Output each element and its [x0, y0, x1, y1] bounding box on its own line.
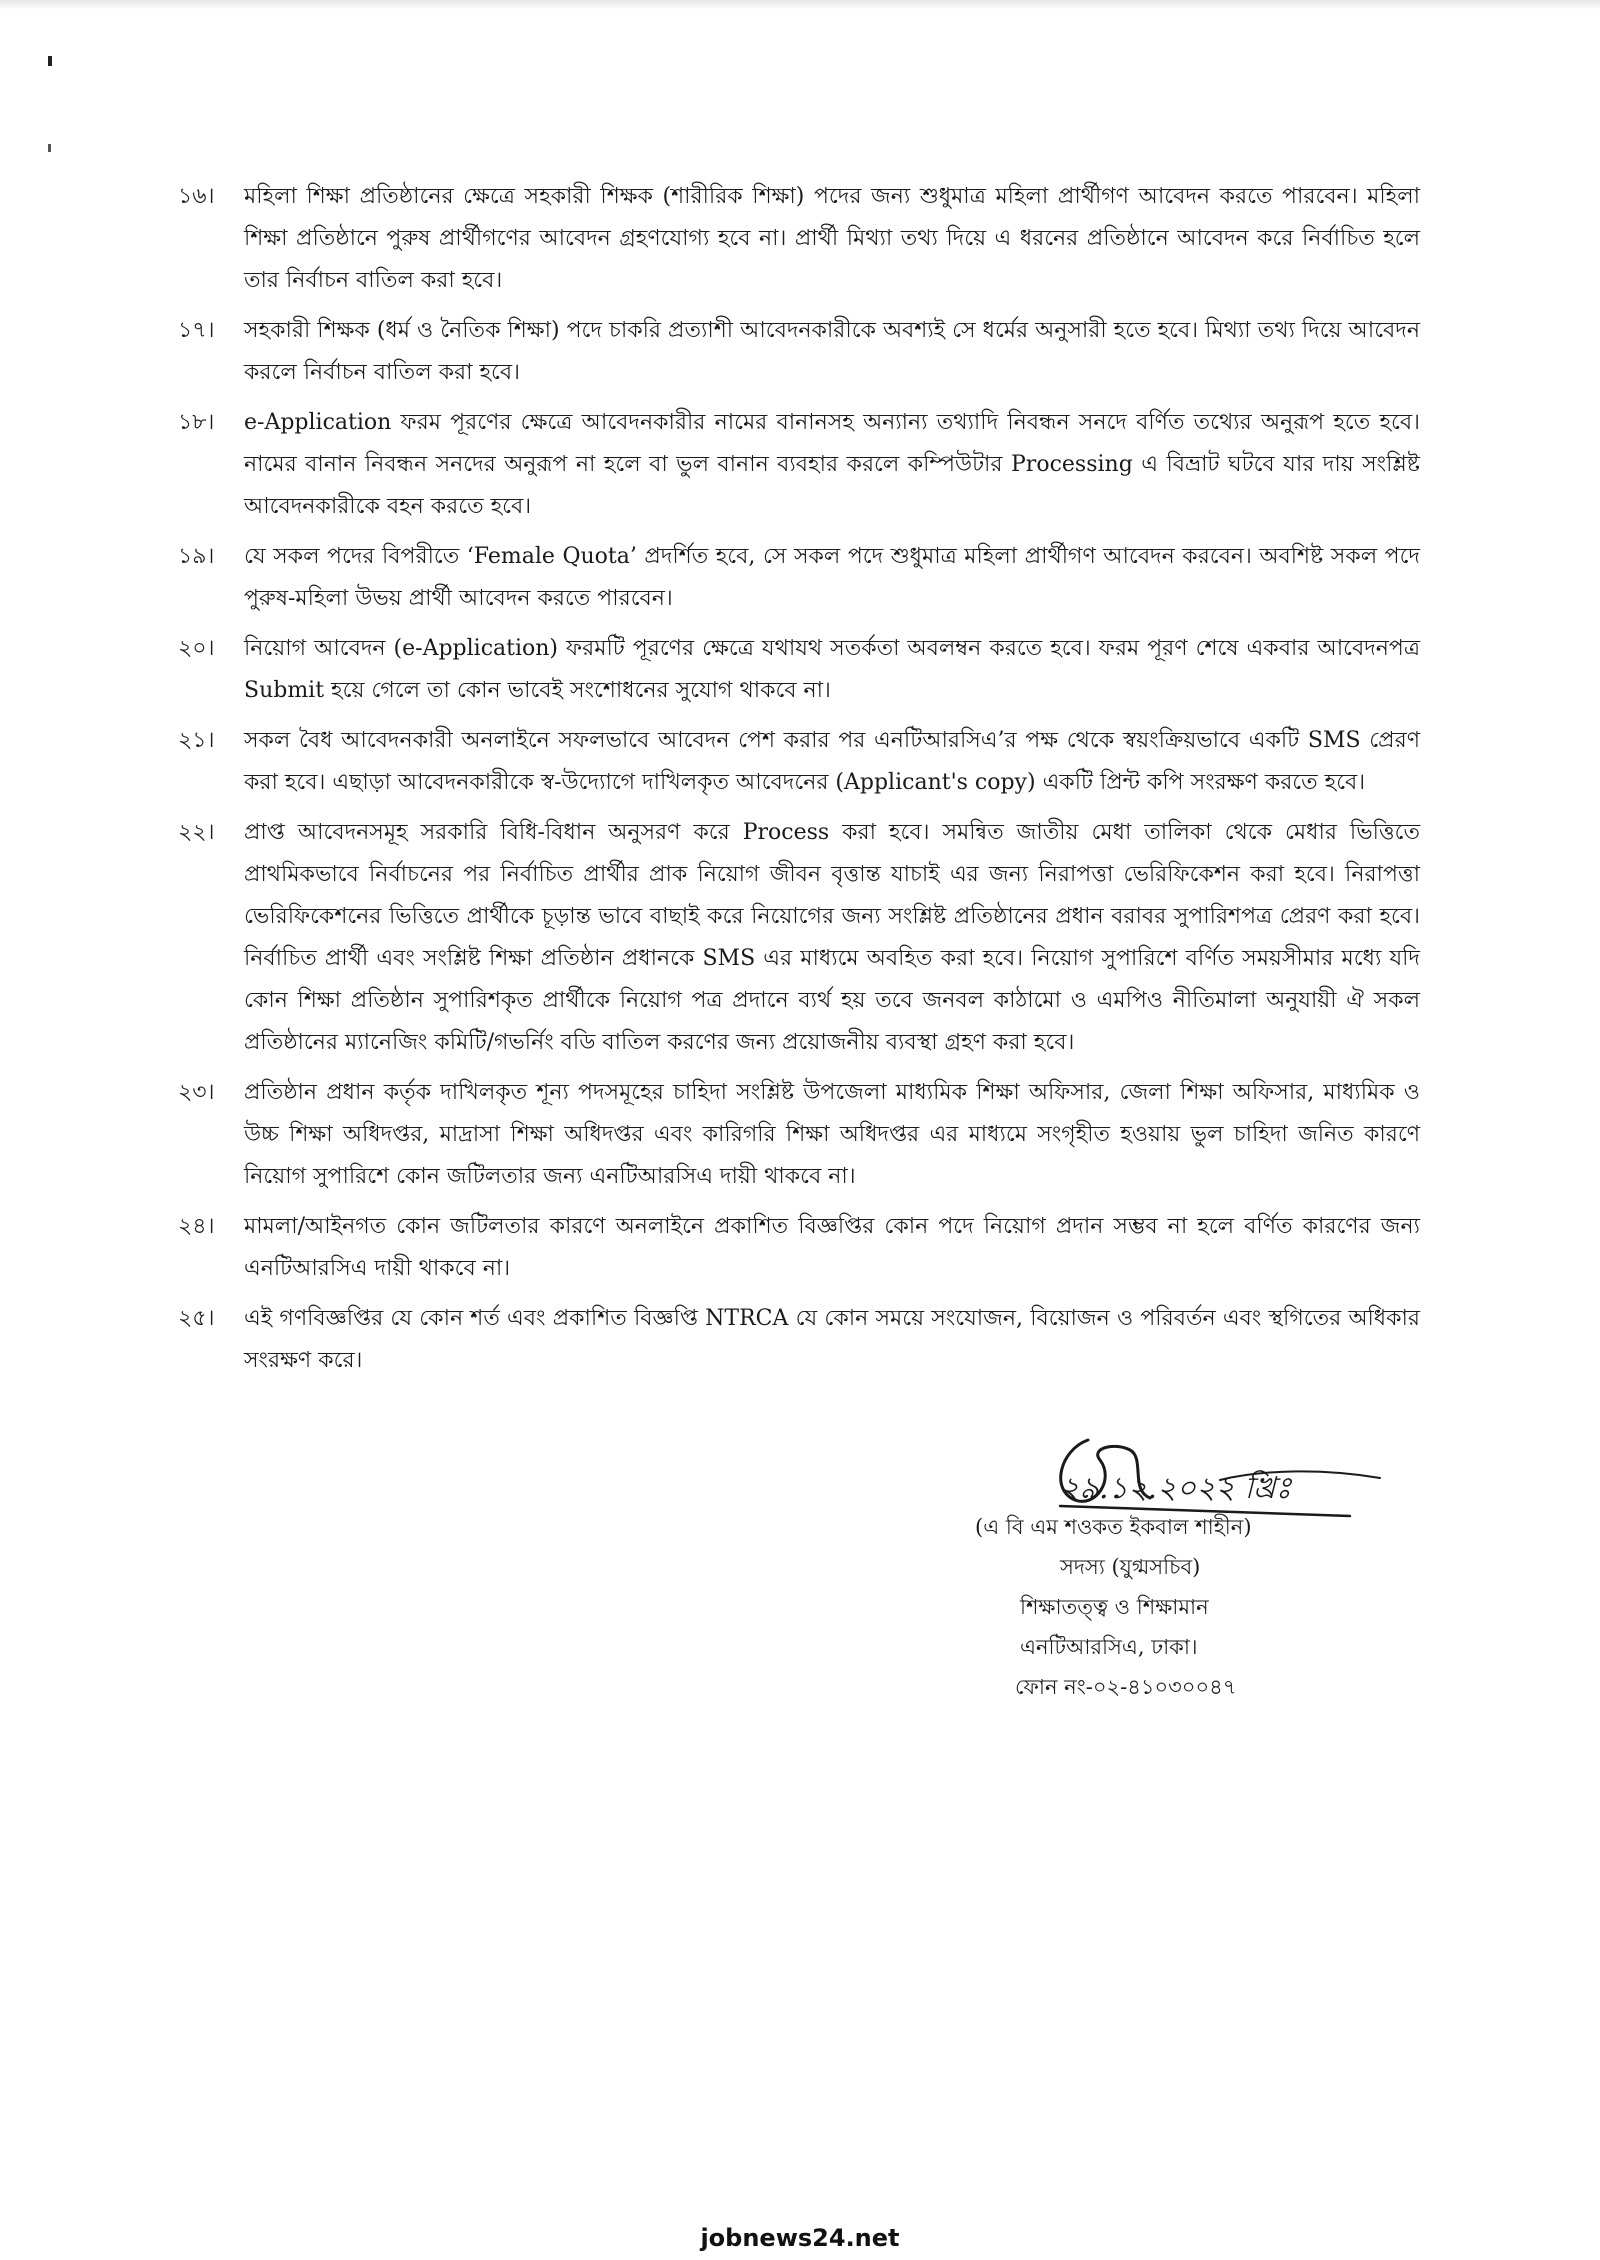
signature-block [960, 1420, 1420, 1820]
footer-website: jobnews24.net [700, 2224, 900, 2252]
item-text: সহকারী শিক্ষক (ধর্ম ও নৈতিক শিক্ষা) পদে চাকরি প্রত্যাশী আবেদনকারীকে অবশ্যই সে ধর্মের অনুসারী হতে হবে। মিথ্যা তথ্য দিয়ে আবেদন করলে নির্বাচন বাতিল করা হবে। [244, 318, 1420, 385]
item-number: ২৩। [178, 1080, 215, 1105]
item-text: মহিলা শিক্ষা প্রতিষ্ঠানের ক্ষেত্রে সহকারী শিক্ষক (শারীরিক শিক্ষা) পদের জন্য শুধুমাত্র মহিলা প্রার্থীগণ আবেদন করতে পারবেন। মহিলা শিক্ষা প্রতিষ্ঠানে পুরুষ প্রার্থীগণের আবেদন গ্রহণযোগ্য হবে না। প্রার্থী মিথ্যা তথ্য দিয়ে এ ধরনের প্রতিষ্ঠানে আবেদন করে নির্বাচিত হলে তার নির্বাচন বাতিল করা হবে। [244, 184, 1420, 293]
signatory-office: এনটিআরসিএ, ঢাকা। [1020, 1635, 1198, 1659]
item-text: e-Application ফরম পূরণের ক্ষেত্রে আবেদনকারীর নামের বানানসহ অন্যান্য তথ্যাদি নিবন্ধন সনদে বর্ণিত তথ্যের অনুরূপ হতে হবে। নামের বানান নিবন্ধন সনদের অনুরূপ না হলে বা ভুল বানান ব্যবহার করলে কম্পিউটার Processing এ বিভ্রাট ঘটবে যার দায় সংশ্লিষ্ট আবেদনকারীকে বহন করতে হবে। [244, 410, 1420, 519]
list-item [178, 1298, 1420, 1382]
item-number: ২০। [178, 636, 215, 661]
item-number: ২১। [178, 728, 215, 753]
list-item [178, 1072, 1420, 1198]
list-item [178, 720, 1420, 804]
list-item [178, 628, 1420, 712]
signatory-designation: সদস্য (যুগ্মসচিব) [1060, 1555, 1201, 1579]
terms-list [178, 176, 1420, 1390]
item-number: ১৭। [178, 318, 215, 343]
signatory-department: শিক্ষাতত্ত্ব ও শিক্ষামান [1020, 1595, 1209, 1619]
scan-speck [48, 56, 52, 66]
signatory-name: (এ বি এম শওকত ইকবাল শাহীন) [975, 1515, 1252, 1539]
list-item [178, 1206, 1420, 1290]
list-item [178, 536, 1420, 620]
list-item [178, 402, 1420, 528]
item-number: ১৮। [178, 410, 215, 435]
item-text: সকল বৈধ আবেদনকারী অনলাইনে সফলভাবে আবেদন পেশ করার পর এনটিআরসিএ’র পক্ষ থেকে স্বয়ংক্রিয়ভাবে একটি SMS প্রেরণ করা হবে। এছাড়া আবেদনকারীকে স্ব-উদ্যোগে দাখিলকৃত আবেদনের (Applicant's copy) একটি প্রিন্ট কপি সংরক্ষণ করতে হবে। [244, 728, 1420, 795]
signatory-phone: ফোন নং-০২-৪১০৩০০৪৭ [1015, 1675, 1237, 1699]
list-item [178, 812, 1420, 1064]
item-text: মামলা/আইনগত কোন জটিলতার কারণে অনলাইনে প্রকাশিত বিজ্ঞপ্তির কোন পদে নিয়োগ প্রদান সম্ভব না হলে বর্ণিত কারণের জন্য এনটিআরসিএ দায়ী থাকবে না। [244, 1214, 1420, 1281]
signature-date: ২৯.১২.২০২২ খ্রিঃ [1060, 1471, 1292, 1506]
item-number: ২৪। [178, 1214, 215, 1239]
item-text: প্রাপ্ত আবেদনসমূহ সরকারি বিধি-বিধান অনুসরণ করে Process করা হবে। সমন্বিত জাতীয় মেধা তালিকা থেকে মেধার ভিত্তিতে প্রাথমিকভাবে নির্বাচনের পর নির্বাচিত প্রার্থীর প্রাক নিয়োগ জীবন বৃত্তান্ত যাচাই এর জন্য নিরাপত্তা ভেরিফিকেশন করা হবে। নিরাপত্তা ভেরিফিকেশনের ভিত্তিতে প্রার্থীকে চূড়ান্ত ভাবে বাছাই করে নিয়োগের জন্য সংশ্লিষ্ট প্রতিষ্ঠানের প্রধান বরাবর সুপারিশপত্র প্রেরণ করা হবে। নির্বাচিত প্রার্থী এবং সংশ্লিষ্ট শিক্ষা প্রতিষ্ঠান প্রধানকে SMS এর মাধ্যমে অবহিত করা হবে। নিয়োগ সুপারিশে বর্ণিত সময়সীমার মধ্যে যদি কোন শিক্ষা প্রতিষ্ঠান সুপারিশকৃত প্রার্থীকে নিয়োগ পত্র প্রদানে ব্যর্থ হয় তবে জনবল কাঠামো ও এমপিও নীতিমালা অনুযায়ী ঐ সকল প্রতিষ্ঠানের ম্যানেজিং কমিটি/গভর্নিং বডি বাতিল করণের জন্য প্রয়োজনীয় ব্যবস্থা গ্রহণ করা হবে। [244, 820, 1420, 1055]
scan-edge [0, 0, 1600, 10]
item-text: প্রতিষ্ঠান প্রধান কর্তৃক দাখিলকৃত শূন্য পদসমূহের চাহিদা সংশ্লিষ্ট উপজেলা মাধ্যমিক শিক্ষা অফিসার, জেলা শিক্ষা অফিসার, মাধ্যমিক ও উচ্চ শিক্ষা অধিদপ্তর, মাদ্রাসা শিক্ষা অধিদপ্তর এবং কারিগরি শিক্ষা অধিদপ্তর এর মাধ্যমে সংগৃহীত হওয়ায় ভুল চাহিদা জনিত কারণে নিয়োগ সুপারিশে কোন জটিলতার জন্য এনটিআরসিএ দায়ী থাকবে না। [244, 1080, 1420, 1189]
list-item [178, 176, 1420, 302]
item-text: যে সকল পদের বিপরীতে ‘Female Quota’ প্রদর্শিত হবে, সে সকল পদে শুধুমাত্র মহিলা প্রার্থীগণ আবেদন করবেন। অবশিষ্ট সকল পদে পুরুষ-মহিলা উভয় প্রার্থী আবেদন করতে পারবেন। [244, 544, 1420, 611]
item-text: এই গণবিজ্ঞপ্তির যে কোন শর্ত এবং প্রকাশিত বিজ্ঞপ্তি NTRCA যে কোন সময়ে সংযোজন, বিয়োজন ও পরিবর্তন এবং স্থগিতের অধিকার সংরক্ষণ করে। [244, 1306, 1420, 1373]
scan-speck [48, 144, 51, 152]
item-number: ১৯। [178, 544, 215, 569]
item-number: ১৬। [178, 184, 215, 209]
item-number: ২২। [178, 820, 215, 845]
list-item [178, 310, 1420, 394]
item-text: নিয়োগ আবেদন (e-Application) ফরমটি পূরণের ক্ষেত্রে যথাযথ সতর্কতা অবলম্বন করতে হবে। ফরম পূরণ শেষে একবার আবেদনপত্র Submit হয়ে গেলে তা কোন ভাবেই সংশোধনের সুযোগ থাকবে না। [244, 636, 1420, 703]
item-number: ২৫। [178, 1306, 215, 1331]
